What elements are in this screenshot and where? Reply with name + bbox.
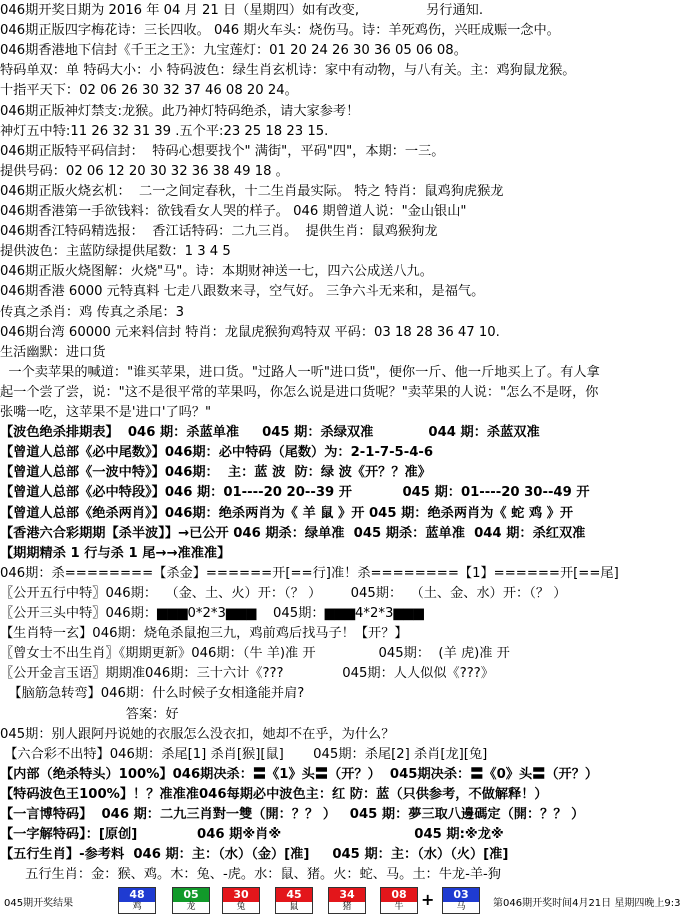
ball-zodiac: 兔 [223,902,259,913]
bulletin-line: 〖曾女士不出生肖〗《期期更新》046期：（牛 羊)准 开 045期： (羊 虎)准 开 [0,646,510,662]
bulletin-line: 046期香港地下信封《千王之王》：九宝莲灯：01 20 24 26 30 36 05 06 08。 [0,43,467,59]
ball-zodiac: 鼠 [276,902,312,913]
bulletin-line: 提供号码：02 06 12 20 30 32 36 38 49 18 。 [0,163,289,179]
bulletin-line: 【脑筋急转弯】046期：什么时候子女相逢能并肩? [0,686,305,702]
result-ball [442,887,480,914]
bulletin-line: 特码单双：单 特码大小：小 特码波色：绿生肖玄机诗：家中有动物，与八有关。主：鸡狗鼠龙猴。 [0,63,576,79]
plus-separator: + [421,890,435,909]
bulletin-line: 046期开奖日期为 2016 年 04 月 21 日（星期四）如有改变, 另行通知. [0,3,484,18]
bulletin-line: 传真之杀肖：鸡 传真之杀尾：3 [0,304,185,320]
result-ball [118,887,156,914]
bulletin-line: 【波色绝杀排期表】 046 期：杀蓝单准 045 期：杀绿双准 044 期：杀蓝双准 [0,425,540,441]
bulletin-line: 046期香江特码精选报： 香江话特码：二九三肖。 提供生肖：鼠鸡猴狗龙 [0,224,438,240]
bulletin-line: 【曾道人总部《必中尾数》】046期：必中特码（尾数）为：2-1-7-5-4-6 [0,445,434,461]
ball-number: 08 [381,888,417,902]
draw-results-footer [0,884,688,917]
bulletin-line: 【特码波色王100%】！？准准准046每期必中波色主：红 防：蓝（只供参考，不做解释！） [0,786,548,802]
ball-zodiac: 龙 [173,902,209,913]
bulletin-line: 【内部（绝杀特头）100%】046期决杀：〓《1》头〓（开？） 045期决杀：〓《0》头〓（开？） [0,766,599,782]
bulletin-line: 046期正版特平码信封： 特码心想要找个" 满街"，平码"四"，本期：一三。 [0,143,445,159]
bulletin-line: 一个卖苹果的喊道："谁买苹果，进口货。"过路人一听"进口货"，便你一斤、他一斤地买上了。有人拿 [0,364,600,380]
ball-number: 34 [329,888,365,902]
bulletin-line: 起一个尝了尝，说："这不是很平常的苹果吗，你怎么说是进口货呢？"卖苹果的人说："怎么不是呀，你 [0,384,599,400]
bulletin-line: 答案：好 [0,706,179,722]
bulletin-line: 〖公开五行中特〗046期： （金、土、火）开：（？ ） 045期： （土、金、水）开：（？ ） [0,585,567,601]
result-ball [222,887,260,914]
ball-zodiac: 鸡 [119,902,155,913]
bulletin-line: 神灯五中特:11 26 32 31 39 .五个平:23 25 18 23 15. [0,123,329,139]
bulletin-line: 五行生肖：金：猴、鸡。木：兔、-虎。水：鼠、猪。火：蛇、马。土：牛龙-羊-狗 [0,867,501,883]
bulletin-line: 046期香港第一手欲钱料：欲钱看女人哭的样子。 046 期曾道人说："金山银山" [0,204,467,219]
bulletin-line: 【一言博特码】 046 期：二九三肖對一雙（開：？？ ） 045 期：夢三取八邊碼定（開：？？ ） [0,807,585,822]
bulletin-line: 【曾道人总部《一波中特》】046期： 主：蓝 波 防：绿 波《开？？准》 [0,465,431,481]
bulletin-line: 生活幽默：进口货 [0,344,106,360]
bulletin-line: 十指平天下：02 06 26 30 32 37 46 08 20 24。 [0,83,298,99]
bulletin-line: 046期正版四字梅花诗：三长四收。 046 期火车头：烧伤马。诗：羊死鸡伤，兴旺成赈一念中。 [0,23,560,39]
bulletin-line: 046期正版神灯禁支:龙猴。此乃神灯特码绝杀，请大家参考！ [0,103,360,119]
next-draw-info: 第046期开奖时间4月21日 星期四晚上9:3 [493,898,681,909]
ball-zodiac: 马 [443,902,479,913]
bulletin-line: 【期期精杀 1 行与杀 1 尾→→准准准】 [0,545,231,561]
result-ball [380,887,418,914]
bulletin-line: 【六合彩不出特】046期：杀尾[1] 杀肖[猴][鼠] 045期：杀尾[2] 杀肖[龙][兔] [0,746,488,762]
bulletin-line: 【一字解特码】：[原创] 046 期※肖※ 045 期:※龙※ [0,827,504,843]
bulletin-line: 045期：别人跟阿丹说她的衣服怎么没衣扣，她却不在乎，为什么？ [0,726,395,742]
bulletin-line: 046期正版火烧玄机： 二一之间定春秋，十二生肖最实际。 特之 特肖：鼠鸡狗虎猴龙 [0,183,504,199]
bulletin-line: 【曾道人总部《绝杀两肖》】046期：绝杀两肖为《 羊 鼠 》开 045 期：绝杀两肖为《 蛇 鸡 》开 [0,505,574,521]
draw-results-label: 045期开奖结果 [4,898,74,909]
bulletin-line: 046期正版火烧图解：火烧"马"。诗：本期财神送一七，四六公成送八九。 [0,264,433,280]
ball-number: 03 [443,888,479,902]
ball-number: 05 [173,888,209,902]
bulletin-line: 提供波色：主蓝防绿提供尾数：1 3 4 5 [0,244,231,260]
ball-zodiac: 牛 [381,902,417,913]
bulletin-line: 张嘴一吃，这苹果不是'进口'了吗？" [0,405,212,420]
bulletin-line: 046期：杀========【杀金】======开[==行]准！杀========【1】======开[==尾] [0,565,619,581]
bulletin-line: 【曾道人总部《必中特段》】046 期：01----20 20--39 开 045 期：01----20 30--49 开 [0,485,590,501]
bulletin-line: 〖公开三头中特〗046期：▆▆▆0*2*3▆▆▆ 045期：▆▆▆4*2*3▆▆▆ [0,606,424,621]
ball-zodiac: 猪 [329,902,365,913]
bulletin-line: 046期香港 6000 元特真料 七走八跟数来寻，空气好。 三争六斗无来和，是福气。 [0,284,485,300]
bulletin-line: 〖公开金言玉语〗期期准046期：三十六计《??? 045期：人人似似《???》 [0,666,494,682]
result-ball [172,887,210,914]
result-ball [275,887,313,914]
bulletin-line: 【香港六合彩期期【杀半波】】→已公开 046 期杀：绿单准 045 期杀：蓝单准 044 期：杀红双准 [0,525,586,541]
result-ball [328,887,366,914]
bulletin-line: 046期台湾 60000 元来料信封 特肖：龙鼠虎猴狗鸡特双 平码：03 18 28 36 47 10. [0,324,500,340]
bulletin-line: 【五行生肖】-参考料 046 期：主：（水）（金）[准] 045 期：主：（水）（火）[准] [0,847,509,863]
ball-number: 48 [119,888,155,902]
ball-number: 45 [276,888,312,902]
ball-number: 30 [223,888,259,902]
bulletin-line: 【生肖特一玄】046期：烧龟杀鼠抱三九，鸡前鸡后找马子！【开？】 [0,626,408,642]
